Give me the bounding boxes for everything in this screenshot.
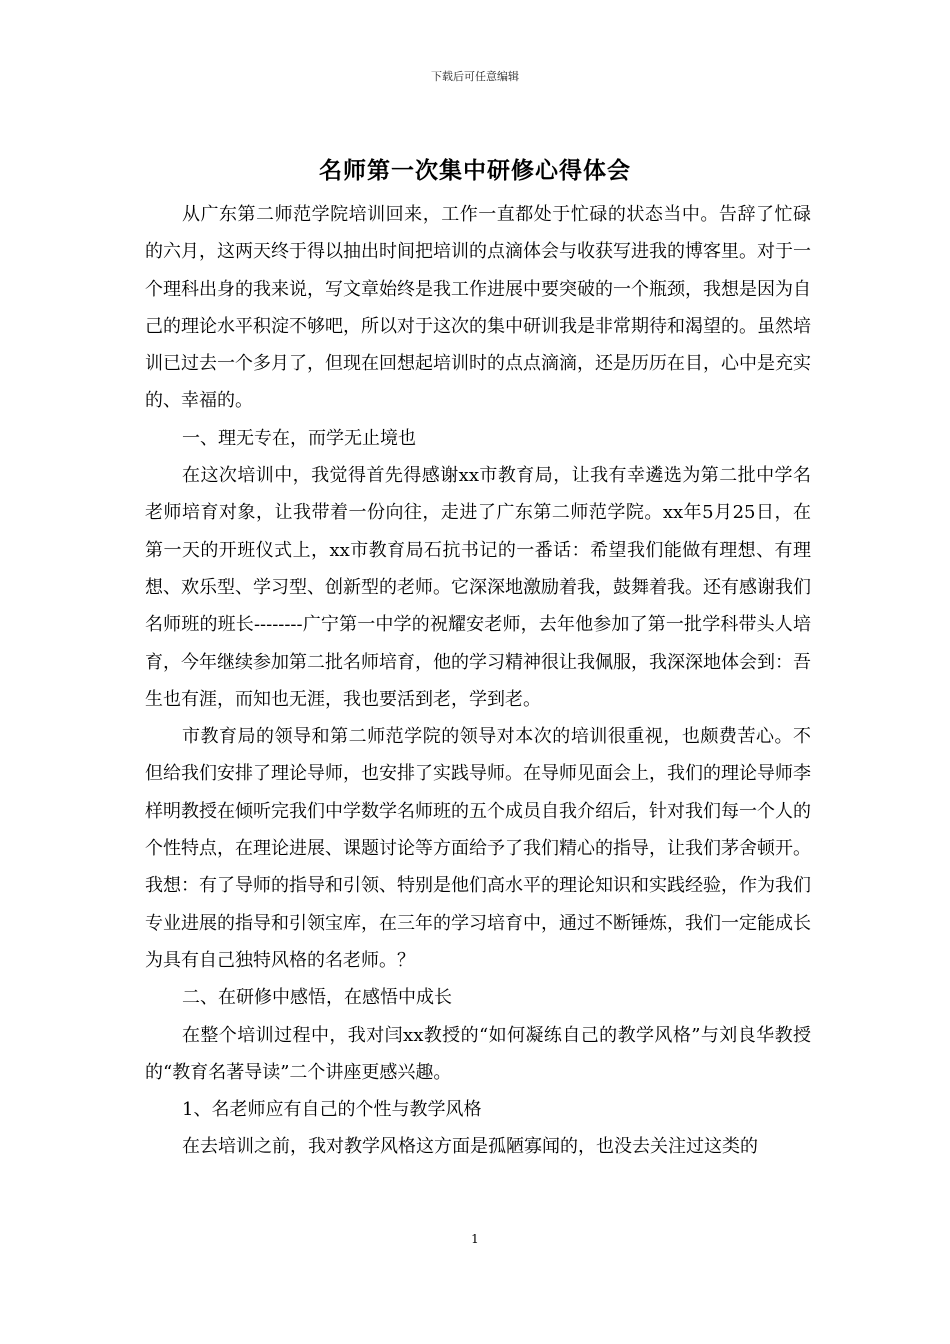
paragraph-section-2a: 在整个培训过程中，我对闫xx教授的“如何凝练自己的教学风格”与刘良华教授的“教育名著导读”二个讲座更感兴趣。 [145,1024,811,1083]
header-note: 下载后可任意编辑 [431,70,519,83]
section-heading-1: 一、理无专在，而学无止境也 [182,427,416,449]
paragraph-section-1a: 在这次培训中，我觉得首先得感谢xx市教育局，让我有幸遴选为第二批中学名老师培育对象，让我带着一份向往，走进了广东第二师范学院。xx年5月25日，在第一天的开班仪式上，xx市教育局石抗书记的一番话：希望我们能做有理想、有理想、欢乐型、学习型、创新型的老师。它深深地激励着我，鼓舞着我。还有感谢我们名师班的班长--------广宁第一中学的祝耀安老师，去年他参加了第一批学科带头人培育，今年继续参加第二批名师培育，他的学习精神很让我佩服，我深深地体会到：吾生也有涯，而知也无涯，我也要活到老，学到老。 [145,465,811,710]
section-heading-2: 二、在研修中感悟，在感悟中成长 [182,987,452,1009]
page-number: 1 [471,1232,479,1246]
document-title: 名师第一次集中研修心得体会 [319,158,631,184]
paragraph-section-1b: 市教育局的领导和第二师范学院的领导对本次的培训很重视，也颇费苦心。不但给我们安排了理论导师，也安排了实践导师。在导师见面会上，我们的理论导师李样明教授在倾听完我们中学数学名师班的五个成员自我介绍后，针对我们每一个人的个性特点，在理论进展、课题讨论等方面给予了我们精心的指导，让我们茅舍顿开。我想：有了导师的指导和引领、特别是他们高水平的理论知识和实践经验，作为我们专业进展的指导和引领宝库，在三年的学习培育中，通过不断锤炼，我们一定能成长为具有自己独特风格的名老师。？ [145,726,811,971]
paragraph-subsection-1: 在去培训之前，我对教学风格这方面是孤陋寡闻的，也没去关注过这类的 [182,1136,758,1158]
paragraph-intro: 从广东第二师范学院培训回来，工作一直都处于忙碌的状态当中。告辞了忙碌的六月，这两天终于得以抽出时间把培训的点滴体会与收获写进我的博客里。对于一个理科出身的我来说，写文章始终是我工作进展中要突破的一个瓶颈，我想是因为自己的理论水平积淀不够吧，所以对于这次的集中研训我是非常期待和渴望的。虽然培训已过去一个多月了，但现在回想起培训时的点点滴滴，还是历历在目，心中是充实的、幸福的。 [145,204,811,412]
document-body [145,196,811,1166]
subsection-heading-1: 1、名老师应有自己的个性与教学风格 [182,1099,482,1121]
